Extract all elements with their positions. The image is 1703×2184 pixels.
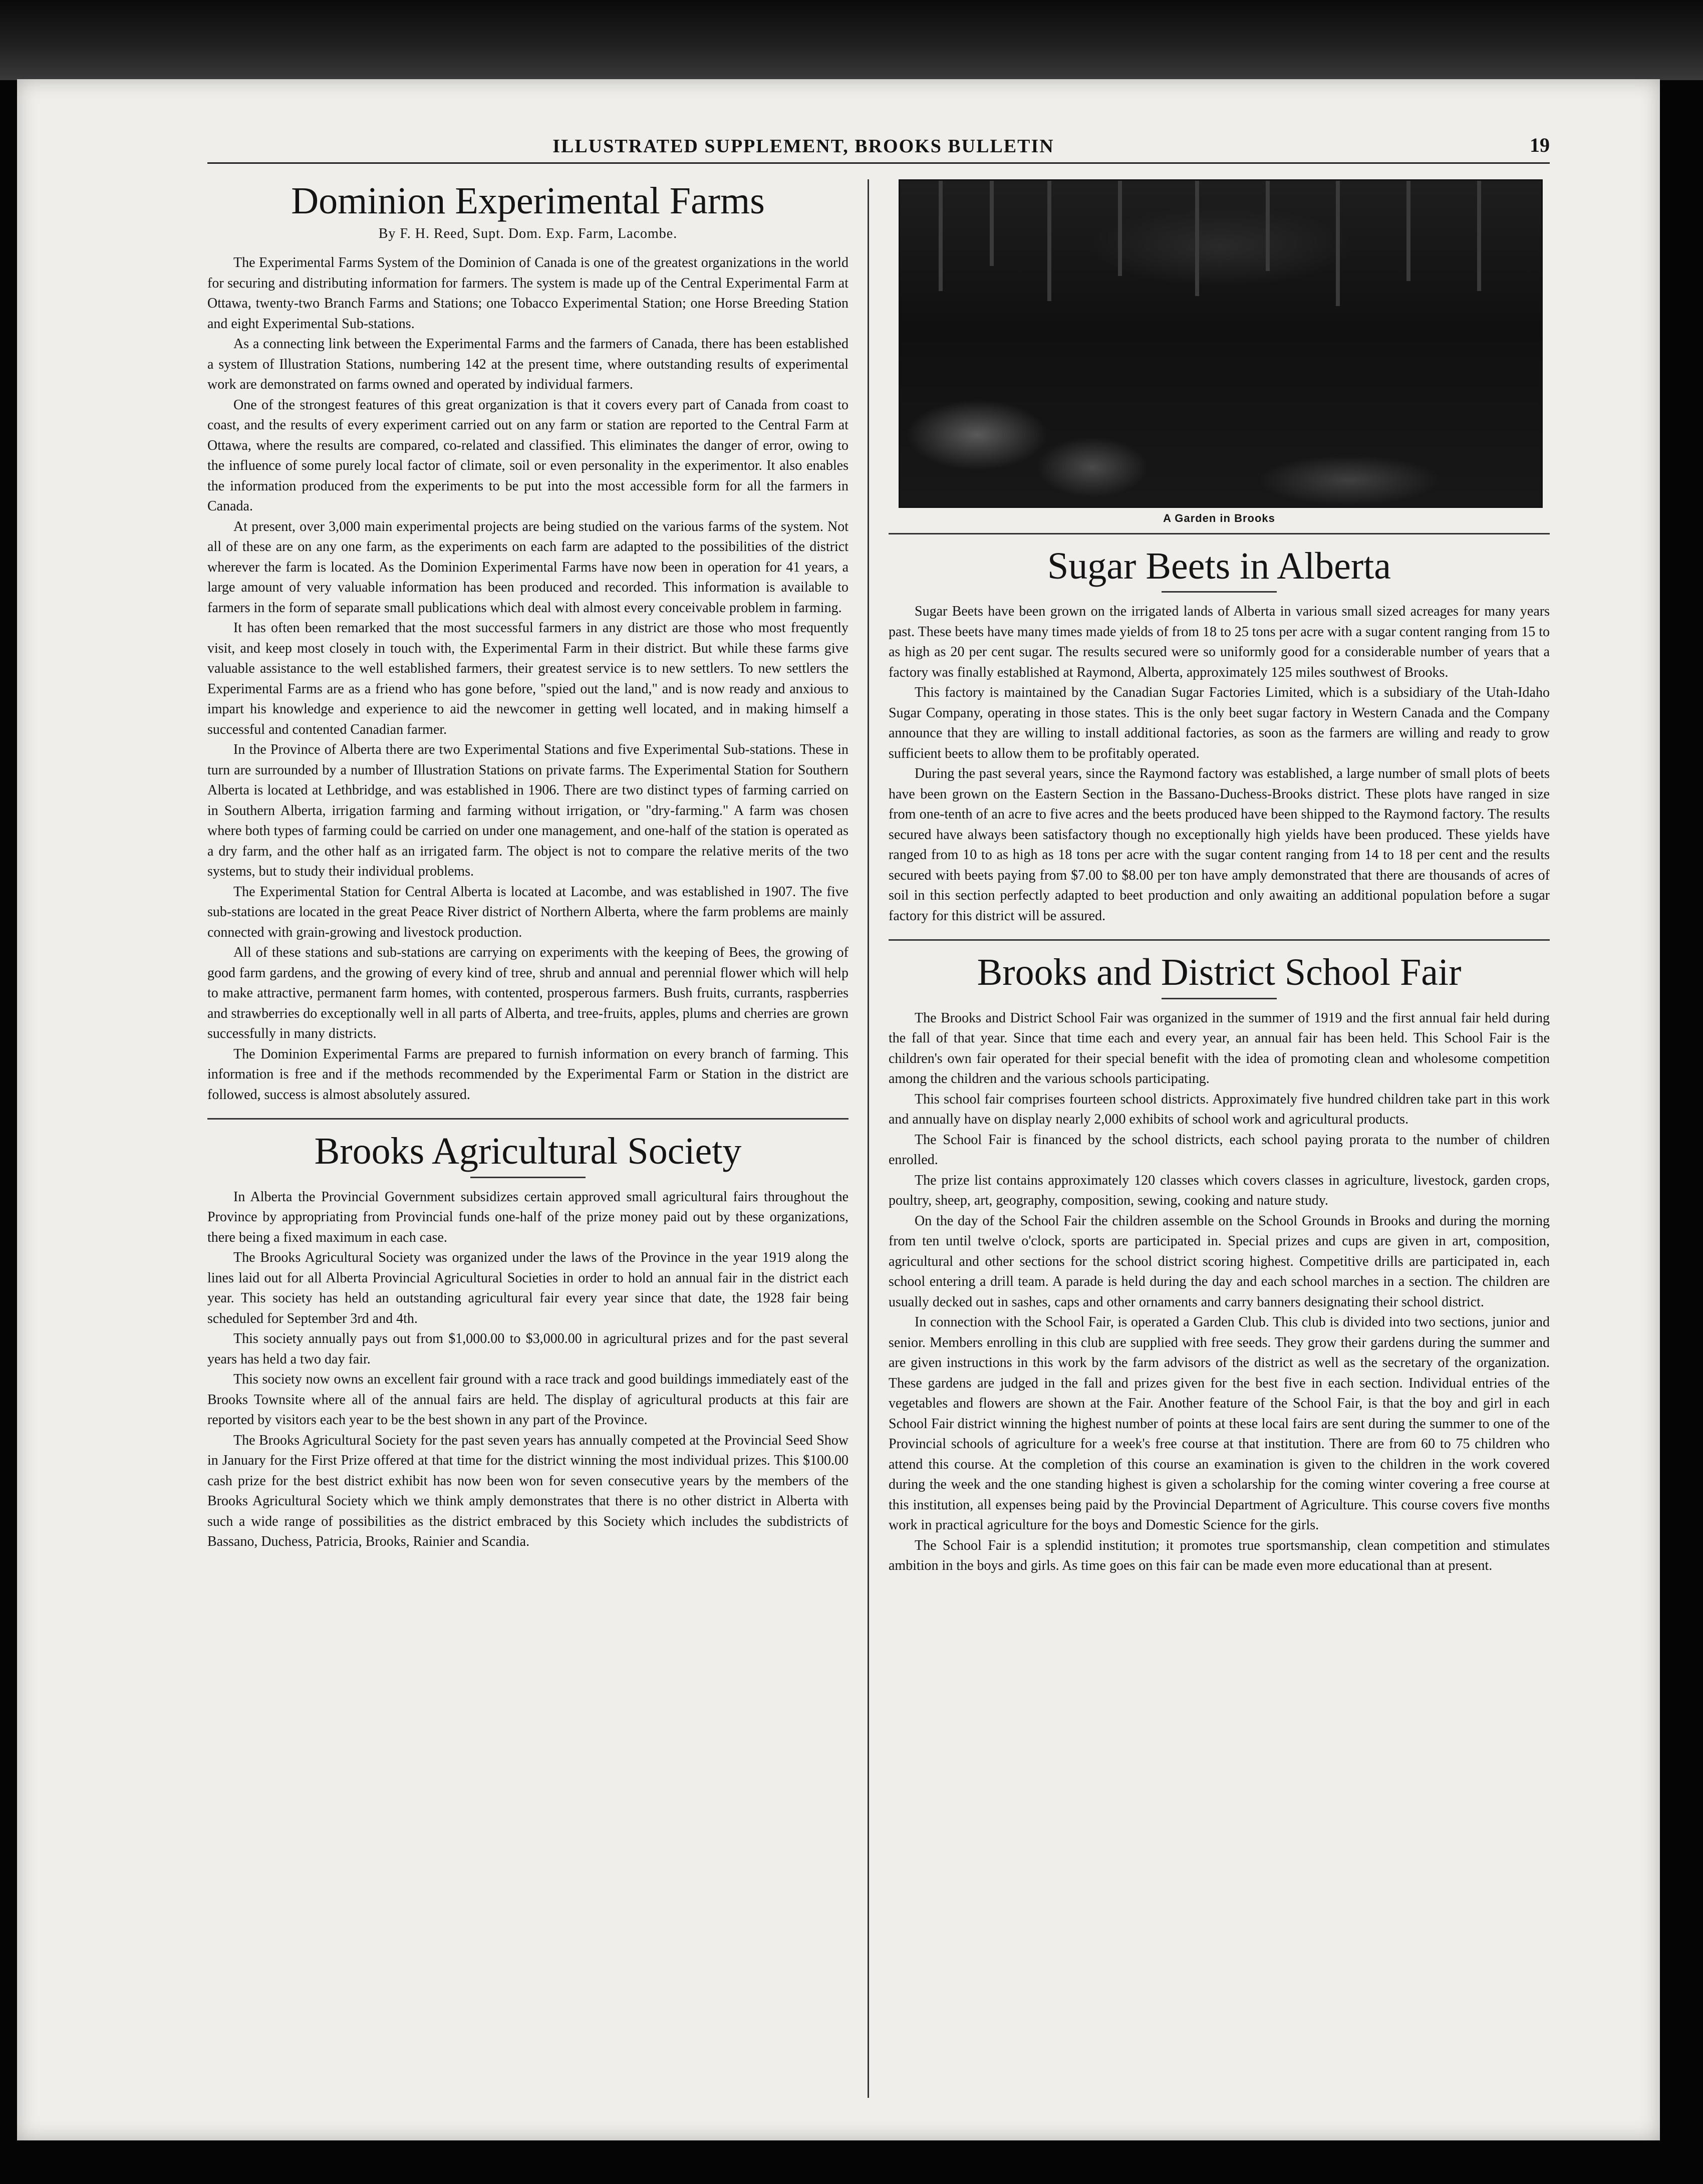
column-divider — [868, 179, 869, 2098]
page-number: 19 — [1530, 134, 1550, 156]
scan-top-edge — [0, 0, 1703, 80]
article-paragraph: All of these stations and sub-stations are carrying on experiments with the keeping of Bees, the growing of good farm gardens, and the growing of every kind of tree, shrub and annual and perennial flower which will help to make attractive, permanent farm homes, with contented, prosperous farmers. Bush fruits, currants, raspberries and strawberries do exceptionally well in all parts of Alberta, and tree-fruits, apples, plums and cherries are grown successfully in many districts. — [207, 945, 848, 1042]
article-paragraph: On the day of the School Fair the children assemble on the School Grounds in Brooks and during the morning from ten until twelve o'clock, sports are participated in. Special prizes and cups are given in art, composition, agricultural and other sections for the school district scoring highest. Competitive drills are participated in, each school entering a drill team. A parade is held during the day and each school marches in a section. The children are usually decked out in sashes, caps and other ornaments and carry banners designating their school district. — [889, 1213, 1550, 1310]
article-paragraph: In the Province of Alberta there are two Experimental Stations and five Experimental Sub-stations. These in turn are surrounded by a number of Illustration Stations on private farms. The Experimental Station for Southern Alberta is located at Lethbridge, and was established in 1906. There are two distinct types of farming carried on in Southern Alberta, irrigation farming and farming without irrigation, or "dry-farming." A farm was chosen where both types of farming could be carried on under one management, and one-half of the station is operated as a dry farm, and the other half as an irrigated farm. The object is not to compare the relative merits of the two systems, but to study their individual problems. — [207, 742, 848, 880]
article-paragraph: This society annually pays out from $1,000.00 to $3,000.00 in agricultural prizes and for the past several years has held a two day fair. — [207, 1331, 848, 1367]
article-paragraph: As a connecting link between the Experimental Farms and the farmers of Canada, there has been established a system of Illustration Stations, numbering 142 at the present time, where outstanding results of experimental work are demonstrated on farms owned and operated by individual farmers. — [207, 336, 848, 393]
running-header — [207, 134, 1550, 164]
article-paragraph: The prize list contains approximately 120 classes which covers classes in agriculture, livestock, garden crops, poultry, sheep, art, geography, composition, sewing, cooking and nature study. — [889, 1172, 1550, 1209]
article-brooks-agricultural-society — [207, 1130, 848, 1552]
article-title: Dominion Experimental Farms — [291, 180, 765, 222]
title-underline — [470, 1177, 586, 1178]
article-sugar-beets — [889, 544, 1550, 926]
article-title: Sugar Beets in Alberta — [1047, 545, 1391, 587]
article-paragraph: One of the strongest features of this great organization is that it covers every part of Canada from coast to coast, and the results of every experiment carried out on any farm or station are reported to the Central Farm at Ottawa, where the results are compared, co-related and classified. This eliminates the danger of error, owing to the influence of some purely local factor of climate, soil or even personality in the experimentor. It also enables the information produced from the experiments to be put into the most accessible form for all the farmers in Canada. — [207, 397, 848, 514]
article-title: Brooks Agricultural Society — [314, 1130, 742, 1173]
article-byline: By F. H. Reed, Supt. Dom. Exp. Farm, Lacombe. — [378, 226, 678, 242]
article-paragraph: The Brooks Agricultural Society for the past seven years has annually competed at the Provincial Seed Show in January for the First Prize offered at that time for the district winning the most individual prizes. This $100.00 cash prize for the best district exhibit has now been won for seven consecutive years by the members of the Brooks Agricultural Society which we think amply demonstrates that there is no other district in Alberta with such a wide range of possibilities as the district embraced by this Society which includes the subdistricts of Bassano, Duchess, Patricia, Brooks, Rainier and Scandia. — [207, 1432, 848, 1550]
photo-caption: A Garden in Brooks — [1163, 512, 1275, 524]
article-paragraph: This society now owns an excellent fair ground with a race track and good buildings immediately east of the Brooks Townsite where all of the annual fairs are held. The display of agricultural products at this fair are reported by visitors each year to be the best shown in any part of the Province. — [207, 1372, 848, 1428]
article-paragraph: The Brooks and District School Fair was organized in the summer of 1919 and the first annual fair held during the fall of that year. Since that time each and every year, an annual fair has been held. This School Fair is the children's own fair operated for their special benefit with the idea of promoting clean and wholesome competition among the children and the various schools participating. — [889, 1010, 1550, 1087]
article-paragraph: The Experimental Farms System of the Dominion of Canada is one of the greatest organizations in the world for securing and distributing information for farmers. The system is made up of the Central Experimental Farm at Ottawa, twenty-two Branch Farms and Stations; one Tobacco Experimental Station; one Horse Breeding Station and eight Experimental Sub-stations. — [207, 255, 848, 332]
garden-photo — [899, 179, 1543, 508]
article-paragraph: This school fair comprises fourteen school districts. Approximately five hundred children take part in this work and annually have on display nearly 2,000 exhibits of school work and agricultural products. — [889, 1091, 1550, 1128]
article-paragraph: The Brooks Agricultural Society was organized under the laws of the Province in the year 1919 along the lines laid out for all Alberta Provincial Agricultural Societies in order to hold an annual fair in the district each year. This society has held an outstanding agricultural fair every year since that date, the 1928 fair being scheduled for September 3rd and 4th. — [207, 1250, 848, 1326]
left-column — [207, 179, 848, 2098]
article-dominion-experimental-farms — [207, 179, 848, 1105]
section-divider — [889, 939, 1550, 941]
article-paragraph: At present, over 3,000 main experimental projects are being studied on the various farms of the system. Not all of these are on any one farm, as the experiments on each farm are adapted to the possibilities of the district wherever the farm is located. As the Dominion Experimental Farms have now been in operation for 41 years, a large amount of very valuable information has been produced and recorded. This information is available to farmers in the form of separate small publications which deal with almost every conceivable problem in farming. — [207, 518, 848, 616]
article-paragraph: The School Fair is a splendid institution; it promotes true sportsmanship, clean competition and stimulates ambition in the boys and girls. As time goes on this fair can be made even more educational than at present. — [889, 1537, 1550, 1574]
section-divider — [889, 533, 1550, 534]
article-paragraph: In connection with the School Fair, is operated a Garden Club. This club is divided into two sections, junior and senior. Members enrolling in this club are supplied with free seeds. They grow their gardens during the summer and are given instructions in this work by the farm advisors of the district as well as the secretary of the organization. These gardens are judged in the fall and prizes given for the best five in each section. Individual entries of the vegetables and flowers are shown at the Fair. Another feature of the School Fair, is that the boy and girl in each School Fair district winning the highest number of points at these local fairs are sent during the summer to one of the Provincial schools of agriculture for a week's free course at that institution. There are from 60 to 75 children who attend this course. At the completion of this course an examination is given to the children in the work covered during the week and the one standing highest is given a scholarship for the coming winter covering a free course at this institution, all expenses being paid by the Provincial Department of Agriculture. This course covers five months work in practical agriculture for the boys and Domestic Science for the girls. — [889, 1314, 1550, 1533]
title-underline — [1162, 591, 1277, 593]
article-paragraph: The School Fair is financed by the school districts, each school paying prorata to the number of children enrolled. — [889, 1132, 1550, 1168]
article-title: Brooks and District School Fair — [977, 951, 1462, 994]
article-paragraph: During the past several years, since the Raymond factory was established, a large number of small plots of beets have been grown on the Eastern Section in the Bassano-Duchess-Brooks district. These plots have ranged in size from one-tenth of an acre to five acres and the beets produced have been shipped to the Raymond factory. The results secured have always been satisfactory though no exceptionally high yields have been produced. These yields have ranged from 10 to as high as 18 tons per acre with the sugar content ranging from 14 to 18 per cent and the results secured with beets paying from $7.00 to $8.00 per ton have amply demonstrated that there are thousands of acres of soil in this section perfectly adapted to beet production and only awaiting an additional population before a sugar factory for this district will be assured. — [889, 766, 1550, 924]
article-paragraph: The Experimental Station for Central Alberta is located at Lacombe, and was established in 1907. The five sub-stations are located in the great Peace River district of Northern Alberta, where the farm problems are mainly connected with grain-growing and livestock production. — [207, 884, 848, 940]
article-paragraph: Sugar Beets have been grown on the irrigated lands of Alberta in various small sized acreages for many years past. These beets have many times made yields of from 18 to 25 tons per acre with a sugar content ranging from 15 to as high as 20 per cent sugar. The results secured were so uniformly good for a considerable number of years that a factory was finally established at Raymond, Alberta, approximately 125 miles southwest of Brooks. — [889, 604, 1550, 680]
newspaper-page — [17, 79, 1660, 2140]
section-divider — [207, 1118, 848, 1120]
article-school-fair — [889, 951, 1550, 1576]
running-title: ILLUSTRATED SUPPLEMENT, BROOKS BULLETIN — [552, 136, 1054, 157]
article-paragraph: It has often been remarked that the most successful farmers in any district are those who most frequently visit, and keep most closely in touch with, the Experimental Farm in their district. But while these farms give valuable assistance to the well established farmers, their greatest service is to new settlers. To new settlers the Experimental Farms are as a friend who has gone before, "spied out the land," and is now ready and anxious to impart his knowledge and experience to aid the newcomer in getting well located, and in making himself a successful and contented Canadian farmer. — [207, 620, 848, 737]
right-column — [889, 179, 1550, 2098]
article-paragraph: In Alberta the Provincial Government subsidizes certain approved small agricultural fairs throughout the Province by appropriating from Provincial funds one-half of the prize money paid out by these organizations, there being a fixed maximum in each case. — [207, 1189, 848, 1245]
article-paragraph: The Dominion Experimental Farms are prepared to furnish information on every branch of farming. This information is free and if the methods recommended by the Experimental Farm or Station in the district are followed, success is almost absolutely assured. — [207, 1046, 848, 1103]
title-underline — [1162, 998, 1277, 999]
page-content — [207, 134, 1550, 2113]
article-paragraph: This factory is maintained by the Canadian Sugar Factories Limited, which is a subsidiary of the Utah-Idaho Sugar Company, operating in those states. This is the only beet sugar factory in Western Canada and the Company announce that they are willing to install additional factories, as soon as the farmers are willing and ready to grow sufficient beets to allow them to be profitably operated. — [889, 685, 1550, 761]
